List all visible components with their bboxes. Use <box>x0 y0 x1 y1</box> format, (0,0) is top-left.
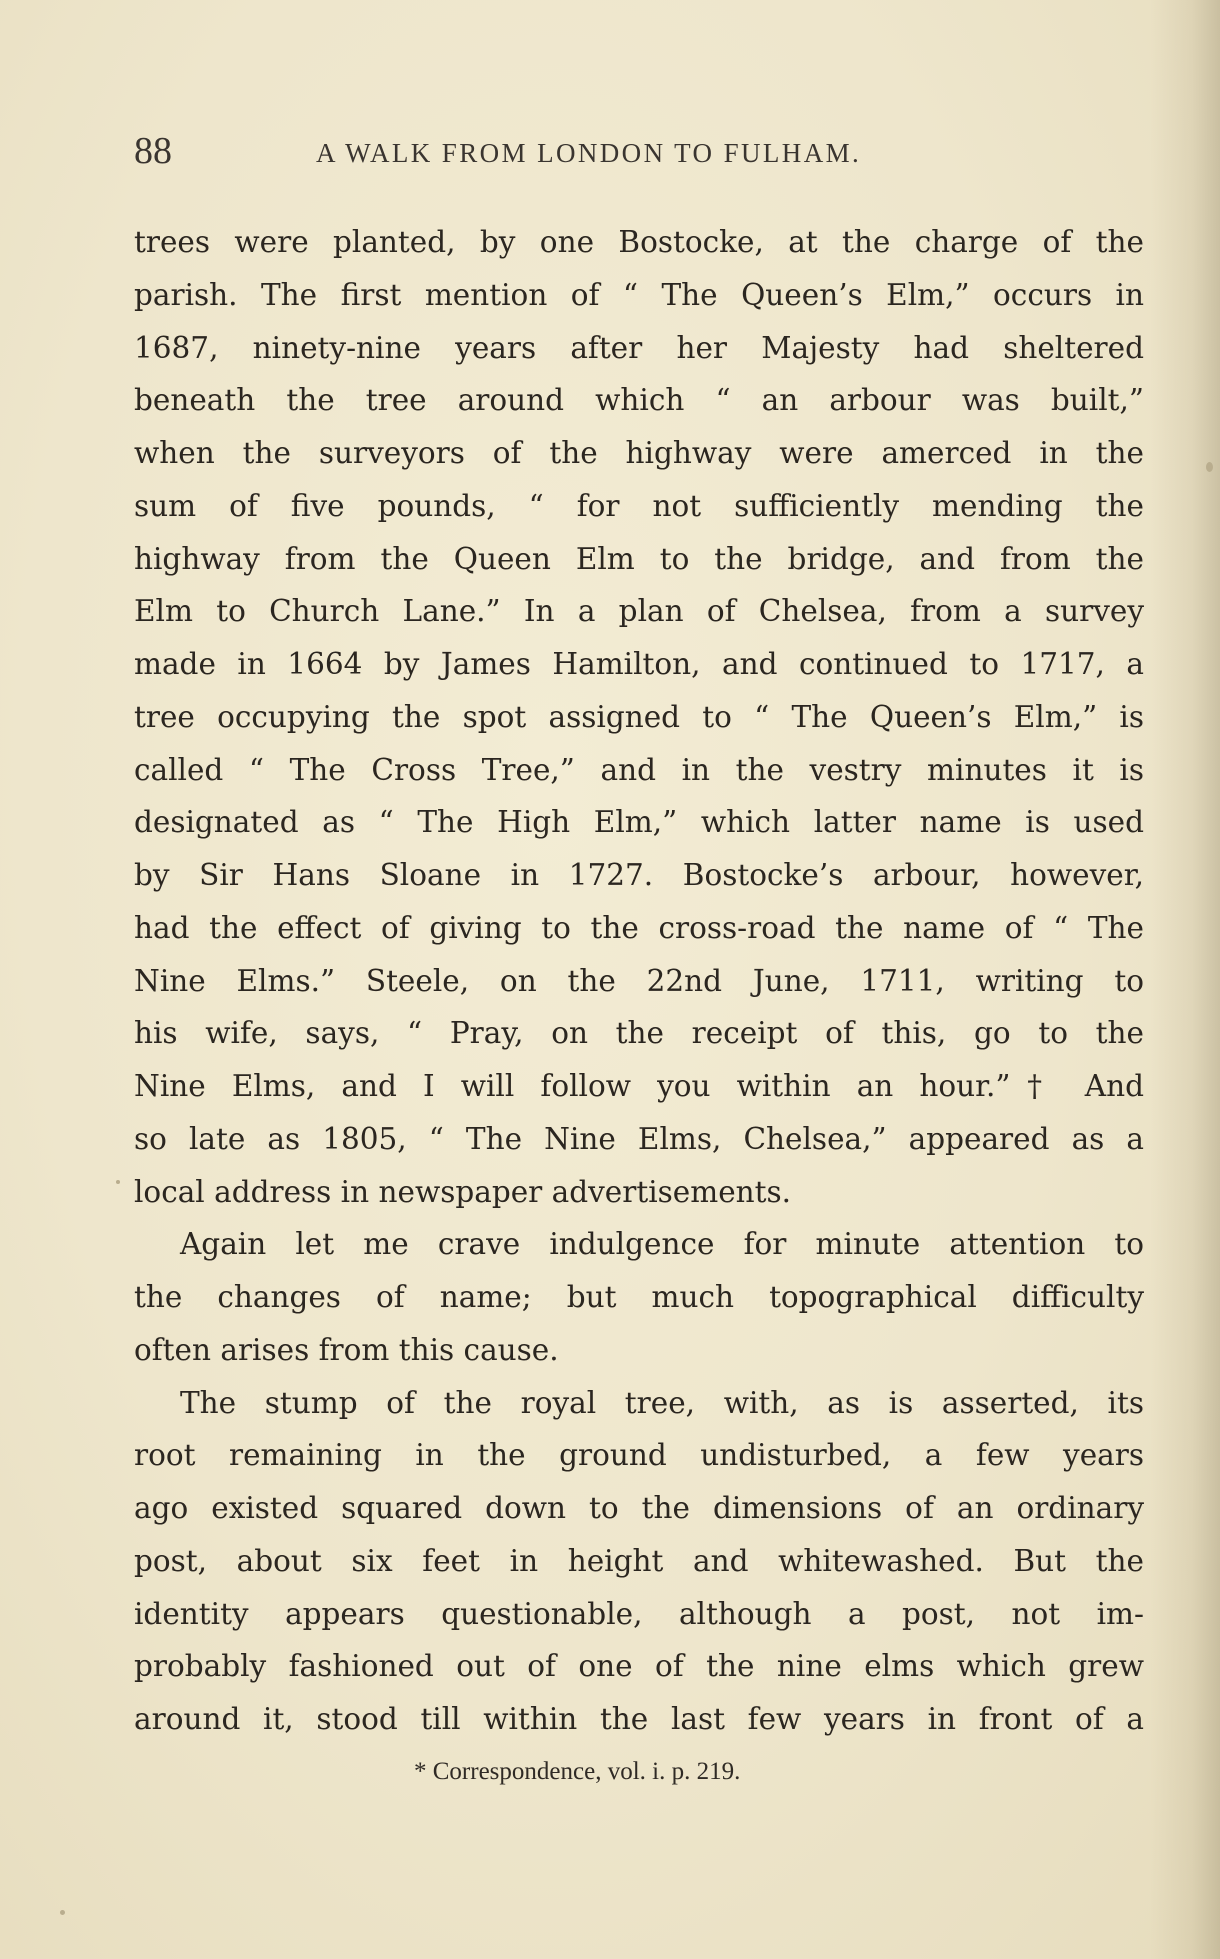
text-line: local address in newspaper advertisements. <box>134 1174 792 1209</box>
footnote: * Correspondence, vol. i. p. 219. <box>414 1758 741 1785</box>
text-line: when the surveyors of the highway were amerced in the <box>134 436 1144 470</box>
text-line: trees were planted, by one Bostocke, at the charge of the <box>134 225 1144 259</box>
text-line: Nine Elms, and I will follow you within an hour.”† And <box>134 1069 1144 1103</box>
text-line: The stump of the royal tree, with, as is asserted, its <box>180 1385 1144 1420</box>
paper-speck <box>116 1180 120 1184</box>
text-line: root remaining in the ground undisturbed, a few years <box>134 1438 1144 1473</box>
text-line: designated as “ The High Elm,” which latter name is used <box>134 805 1144 840</box>
text-line: Again let me crave indulgence for minute attention to <box>180 1227 1144 1262</box>
text-line: beneath the tree around which “ an arbour was built,” <box>134 383 1144 418</box>
page-edge-shadow <box>1150 0 1220 1959</box>
page-header <box>134 126 1144 176</box>
text-line: the changes of name; but much topographical difficulty <box>134 1280 1144 1314</box>
text-line: highway from the Queen Elm to the bridge, and from the <box>134 541 1144 576</box>
text-line: made in 1664 by James Hamilton, and continued to 1717, a <box>134 647 1144 681</box>
text-line: sum of five pounds, “ for not sufficiently mending the <box>134 488 1144 523</box>
paper-speck <box>1206 462 1213 472</box>
body-text <box>134 216 1144 1746</box>
text-line: 1687, ninety-nine years after her Majesty had sheltered <box>134 330 1144 365</box>
running-head: A WALK FROM LONDON TO FULHAM. <box>316 138 862 168</box>
paper-speck <box>60 1910 65 1915</box>
text-line: parish. The first mention of “ The Queen’s Elm,” occurs in <box>134 277 1144 312</box>
text-line: called “ The Cross Tree,” and in the vestry minutes it is <box>134 752 1144 787</box>
text-line: Nine Elms.” Steele, on the 22nd June, 1711, writing to <box>134 963 1144 998</box>
page-number: 88 <box>134 130 172 172</box>
text-line: post, about six feet in height and whitewashed. But the <box>134 1543 1144 1578</box>
text-line: identity appears questionable, although a post, not im- <box>134 1596 1144 1631</box>
text-line: by Sir Hans Sloane in 1727. Bostocke’s arbour, however, <box>134 858 1144 892</box>
text-line: his wife, says, “ Pray, on the receipt of this, go to the <box>134 1016 1144 1051</box>
text-line: probably fashioned out of one of the nine elms which grew <box>134 1649 1144 1684</box>
text-line: had the effect of giving to the cross-road the name of “ The <box>134 910 1144 945</box>
text-line: often arises from this cause. <box>134 1332 559 1367</box>
text-line: tree occupying the spot assigned to “ The Queen’s Elm,” is <box>134 699 1144 734</box>
text-line: ago existed squared down to the dimensions of an ordinary <box>134 1491 1144 1525</box>
text-line: around it, stood till within the last few years in front of a <box>134 1702 1144 1736</box>
text-line: Elm to Church Lane.” In a plan of Chelsea, from a survey <box>134 594 1144 629</box>
text-line: so late as 1805, “ The Nine Elms, Chelsea,” appeared as a <box>134 1121 1144 1156</box>
